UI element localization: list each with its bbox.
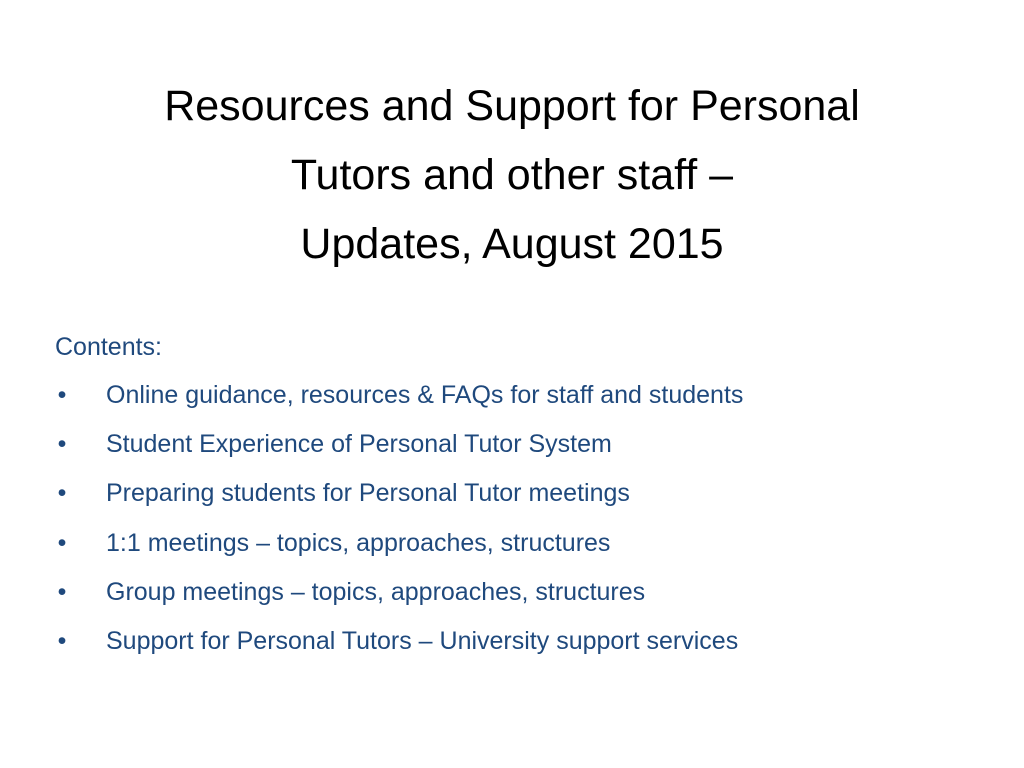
list-item — [55, 469, 630, 518]
list-item — [55, 420, 612, 469]
list-item — [55, 371, 744, 420]
list-item-text: 1:1 meetings – topics, approaches, structures — [106, 528, 611, 557]
list-item-text: Group meetings – topics, approaches, structures — [106, 577, 646, 606]
list-item-text: Preparing students for Personal Tutor meetings — [106, 479, 630, 508]
list-item-text: Online guidance, resources & FAQs for staff and students — [106, 381, 744, 409]
contents-list — [55, 327, 744, 666]
bullet-icon: • — [57, 626, 67, 655]
list-item — [55, 617, 739, 666]
list-item-text: Student Experience of Personal Tutor System — [106, 430, 612, 459]
bullet-icon: • — [57, 577, 67, 606]
title-line: Updates, August 2015 — [300, 220, 724, 268]
list-item-text: Support for Personal Tutors – University support services — [106, 626, 739, 655]
list-item — [55, 519, 611, 568]
list-item — [55, 568, 646, 617]
contents-heading: Contents: — [55, 333, 163, 361]
bullet-icon: • — [57, 528, 67, 557]
bullet-icon: • — [57, 430, 67, 459]
bullet-icon: • — [57, 381, 67, 409]
bullet-icon: • — [57, 479, 67, 508]
title-line: Tutors and other staff – — [290, 151, 734, 199]
slide-title — [60, 72, 964, 279]
title-line: Resources and Support for Personal — [164, 82, 860, 130]
